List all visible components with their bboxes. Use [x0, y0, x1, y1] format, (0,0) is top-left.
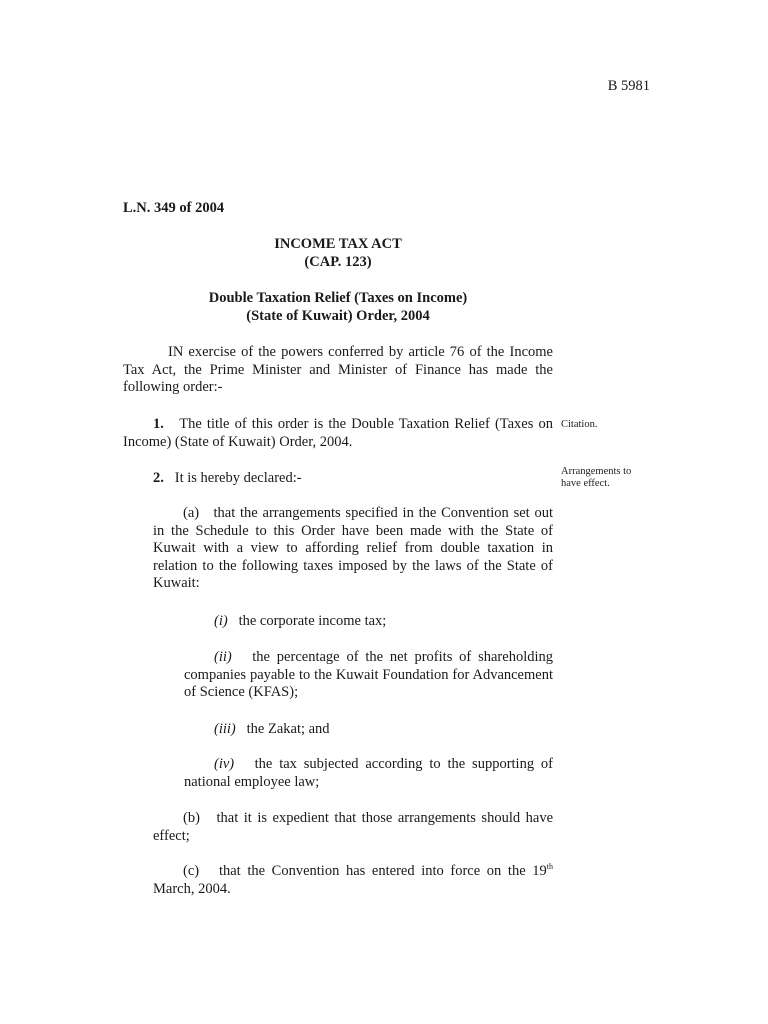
side-note-arrangements-line1: Arrangements to — [561, 466, 632, 477]
subclause-i — [184, 613, 553, 631]
paragraph-2 — [153, 470, 553, 488]
preamble: IN exercise of the powers conferred by article 76 of the Income Tax Act, the Prime Minister and Minister of Finance has made the following order:- — [123, 344, 553, 396]
clause-b-text: that it is expedient that those arrangements should have effect; — [153, 810, 553, 844]
subclause-iii — [184, 721, 553, 739]
clause-c-label: (c) — [183, 863, 200, 879]
paragraph-2-number: 2. — [153, 470, 164, 486]
clause-c-date-continuation: March, 2004. — [153, 880, 231, 897]
clause-b-label: (b) — [183, 810, 200, 826]
clause-a — [153, 505, 553, 593]
paragraph-2-text: It is hereby declared:- — [174, 470, 302, 486]
side-note-citation: Citation. — [561, 419, 598, 430]
clause-b — [153, 810, 553, 845]
subclause-ii-text: the percentage of the net profits of shareholding companies payable to the Kuwait Foundation for Advancement of Science (KFAS); — [184, 649, 553, 701]
clause-a-label: (a) — [183, 505, 200, 521]
paragraph-1-number: 1. — [153, 416, 164, 432]
order-title-line2: (State of Kuwait) Order, 2004 — [246, 308, 430, 324]
clause-a-text: that the arrangements specified in the Convention set out in the Schedule to this Order have been made with the State of Kuwait with a view to affording relief from double taxation in relation to the following taxes imposed by the laws of the State of Kuwait: — [153, 505, 554, 592]
paragraph-1-text: The title of this order is the Double Taxation Relief (Taxes on Income) (State of Kuwait) Order, 2004. — [123, 416, 554, 450]
page-reference: B 5981 — [607, 78, 650, 94]
subclause-iv-text: the tax subjected according to the supporting of national employee law; — [184, 756, 554, 790]
act-chapter: (CAP. 123) — [304, 254, 372, 270]
subclause-iii-text: the Zakat; and — [246, 721, 330, 737]
side-note-arrangements — [561, 466, 631, 490]
order-title-line1: Double Taxation Relief (Taxes on Income) — [208, 290, 468, 306]
subclause-i-label: (i) — [214, 613, 228, 629]
legal-notice-number: L.N. 349 of 2004 — [123, 200, 225, 216]
act-title: INCOME TAX ACT — [274, 236, 402, 252]
subclause-i-text: the corporate income tax; — [238, 613, 387, 629]
clause-c-text: that the Convention has entered into force on the 19 — [218, 863, 547, 879]
clause-c-ordinal-suffix: th — [546, 862, 553, 872]
side-note-arrangements-line2: have effect. — [561, 478, 610, 489]
subclause-iv — [184, 756, 553, 791]
subclause-iii-label: (iii) — [214, 721, 236, 737]
subclause-ii-label: (ii) — [214, 649, 232, 665]
subclause-iv-label: (iv) — [214, 756, 235, 772]
paragraph-1 — [123, 416, 553, 451]
clause-c — [153, 863, 553, 898]
subclause-ii — [184, 649, 553, 702]
